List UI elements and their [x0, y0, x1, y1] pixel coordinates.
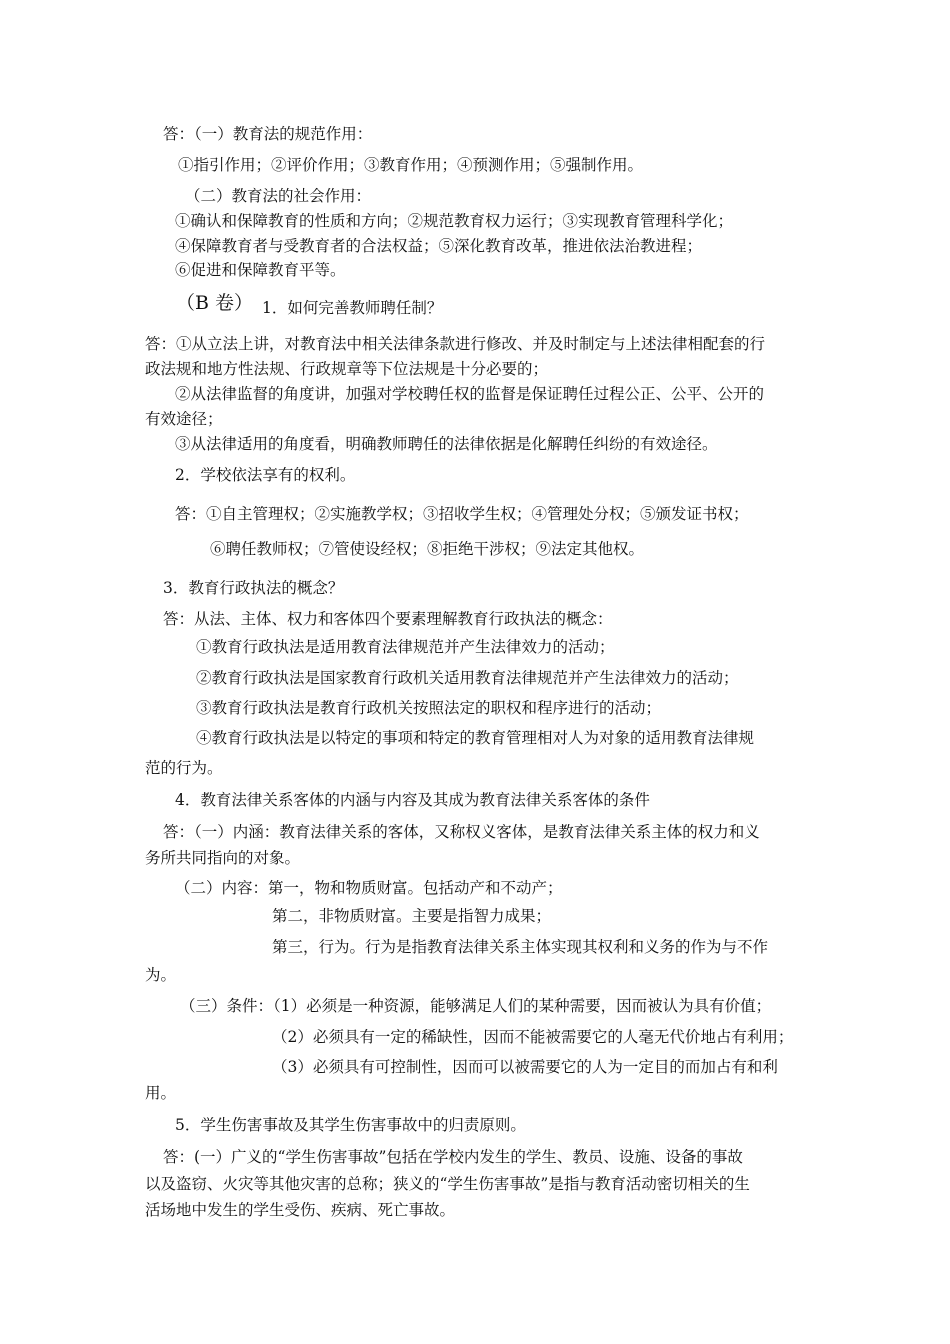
text-line: ②教育行政执法是国家教育行政机关适用教育法律规范并产生法律效力的活动； [196, 669, 739, 687]
text-line: 答：(一）广义的“学生伤害事故”包括在学校内发生的学生、教员、设施、设备的事故 [163, 1148, 743, 1166]
text-line: （二）内容：第一，物和物质财富。包括动产和不动产； [175, 879, 563, 897]
text-line: 答：（一）内涵：教育法律关系的客体，又称权义客体，是教育法律关系主体的权力和义 [163, 823, 760, 841]
section-heading: （B 卷） [176, 292, 254, 314]
text-line: 有效途径； [145, 410, 223, 428]
text-line: ⑥促进和保障教育平等。 [175, 261, 346, 279]
text-line: （二）教育法的社会作用： [185, 187, 372, 205]
text-line: 政法规和地方性法规、行政规章等下位法规是十分必要的； [145, 360, 549, 378]
text-line: 答：①从立法上讲，对教育法中相关法律条款进行修改、并及时制定与上述法律相配套的行 [145, 335, 766, 353]
question-heading: 1．如何完善教师聘任制？ [262, 299, 443, 317]
text-line: ②从法律监督的角度讲，加强对学校聘任权的监督是保证聘任过程公正、公平、公开的 [175, 385, 765, 403]
text-line: 答：从法、主体、权力和客体四个要素理解教育行政执法的概念： [163, 610, 613, 628]
text-line: ①教育行政执法是适用教育法律规范并产生法律效力的活动； [196, 638, 615, 656]
text-line: 答：（一）教育法的规范作用： [163, 125, 373, 143]
text-line: ①确认和保障教育的性质和方向；②规范教育权力运行；③实现教育管理科学化； [175, 212, 734, 230]
question-heading: 4．教育法律关系客体的内涵与内容及其成为教育法律关系客体的条件 [175, 791, 650, 809]
text-line: 答：①自主管理权；②实施教学权；③招收学生权；④管理处分权；⑤颁发证书权； [175, 505, 749, 523]
text-line: 第三，行为。行为是指教育法律关系主体实现其权利和义务的作为与不作 [272, 938, 769, 956]
text-line: ④教育行政执法是以特定的事项和特定的教育管理相对人为对象的适用教育法律规 [196, 729, 755, 747]
question-heading: 5．学生伤害事故及其学生伤害事故中的归责原则。 [175, 1116, 526, 1134]
text-line: （3）必须具有可控制性，因而可以被需要它的人为一定目的而加占有和利 [272, 1058, 778, 1076]
text-line: 务所共同指向的对象。 [145, 849, 301, 867]
text-line: ③教育行政执法是教育行政机关按照法定的职权和程序进行的活动； [196, 699, 662, 717]
text-line: （三）条件：（1）必须是一种资源，能够满足人们的某种需要，因而被认为具有价值； [180, 997, 772, 1015]
text-line: 为。 [145, 966, 177, 984]
text-line: 活场地中发生的学生受伤、疾病、死亡事故。 [145, 1201, 456, 1219]
text-line: 用。 [145, 1084, 177, 1102]
text-line: ⑥聘任教师权；⑦管使设经权；⑧拒绝干涉权；⑨法定其他权。 [210, 540, 645, 558]
text-line: 以及盗窃、火灾等其他灾害的总称；狭义的“学生伤害事故”是指与教育活动密切相关的生 [145, 1175, 750, 1193]
question-heading: 3．教育行政执法的概念？ [163, 579, 344, 597]
text-line: 第二，非物质财富。主要是指智力成果； [272, 907, 552, 925]
question-heading: 2．学校依法享有的权利。 [175, 466, 356, 484]
text-line: ④保障教育者与受教育者的合法权益；⑤深化教育改革，推进依法治教进程； [175, 237, 703, 255]
text-line: 范的行为。 [145, 759, 223, 777]
text-line: ③从法律适用的角度看，明确教师聘任的法律依据是化解聘任纠纷的有效途径。 [175, 435, 718, 453]
text-line: （2）必须具有一定的稀缺性，因而不能被需要它的人毫无代价地占有利用； [272, 1028, 794, 1046]
text-line: ①指引作用；②评价作用；③教育作用；④预测作用；⑤强制作用。 [178, 156, 644, 174]
